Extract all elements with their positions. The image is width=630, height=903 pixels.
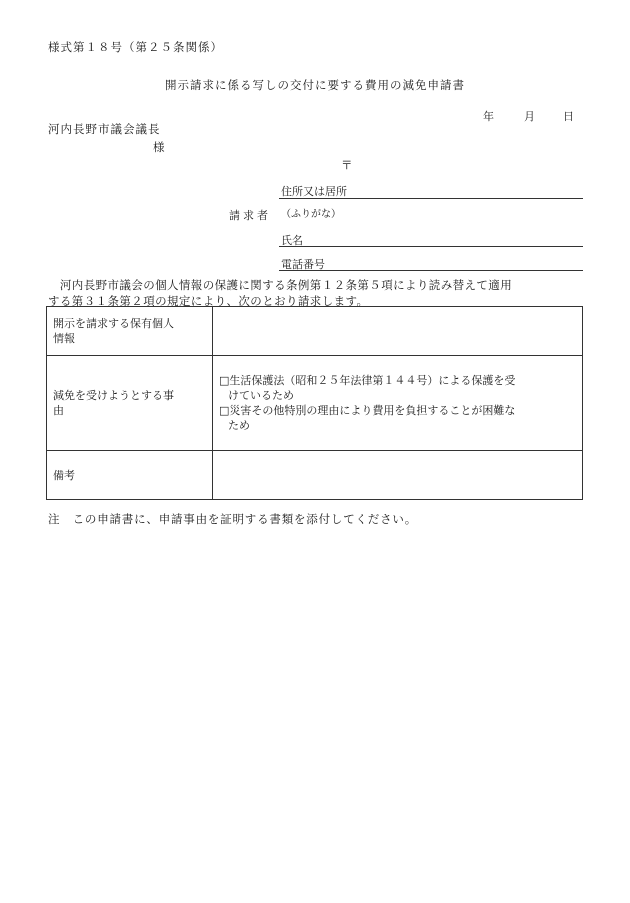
reduction-reason-label-line-2: 由 bbox=[53, 404, 64, 417]
remarks-field[interactable] bbox=[213, 451, 583, 500]
requested-info-field[interactable] bbox=[213, 307, 583, 356]
requester-label: 請求者 bbox=[229, 209, 271, 222]
request-statement bbox=[48, 277, 588, 309]
date-year-label: 年 bbox=[483, 110, 494, 123]
table-row bbox=[47, 307, 583, 356]
date-month-label: 月 bbox=[524, 110, 535, 123]
form-number: 様式第１８号（第２５条関係） bbox=[48, 40, 223, 54]
name-label: 氏名 bbox=[281, 234, 303, 247]
phone-label: 電話番号 bbox=[281, 258, 325, 271]
address-label: 住所又は居所 bbox=[281, 185, 347, 198]
requested-info-label-line-1: 開示を請求する保有個人 bbox=[53, 317, 174, 330]
reduction-reason-label bbox=[47, 356, 213, 451]
postal-mark: 〒 bbox=[341, 158, 353, 172]
table-row bbox=[47, 451, 583, 500]
phone-field[interactable] bbox=[279, 270, 583, 271]
furigana-label: （ふりがな） bbox=[281, 209, 341, 220]
disaster-option-line-2: ため bbox=[228, 419, 250, 432]
disaster-option-checkbox[interactable] bbox=[219, 403, 576, 433]
recipient-honorific: 様 bbox=[153, 140, 165, 154]
attachment-note: 注 この申請書に、申請事由を証明する書類を添付してください。 bbox=[48, 512, 417, 526]
welfare-option-line-2: けているため bbox=[228, 389, 294, 402]
request-table bbox=[46, 306, 583, 500]
requested-info-label bbox=[47, 307, 213, 356]
reduction-reason-label-line-1: 減免を受けようとする事 bbox=[53, 389, 174, 402]
name-field[interactable] bbox=[279, 246, 583, 247]
address-field[interactable] bbox=[279, 198, 583, 199]
reduction-reason-options bbox=[213, 356, 583, 451]
statement-line bbox=[48, 277, 588, 293]
date-day-label: 日 bbox=[563, 110, 574, 123]
recipient-name: 河内長野市議会議長 bbox=[48, 122, 161, 136]
statement-line-1: 河内長野市議会の個人情報の保護に関する条例第１２条第５項により読み替えて適用 bbox=[59, 278, 513, 292]
disaster-option-line-1: □災害その他特別の理由により費用を負担することが困難な bbox=[219, 404, 516, 417]
welfare-option-checkbox[interactable] bbox=[219, 373, 576, 403]
table-row bbox=[47, 356, 583, 451]
statement-line-2: する第３１条第２項の規定により、次のとおり請求します。 bbox=[48, 294, 369, 308]
remarks-label: 備考 bbox=[47, 451, 213, 500]
document-title: 開示請求に係る写しの交付に要する費用の減免申請書 bbox=[165, 78, 465, 92]
welfare-option-line-1: □生活保護法（昭和２５年法律第１４４号）による保護を受 bbox=[219, 374, 516, 387]
requested-info-label-line-2: 情報 bbox=[53, 332, 75, 345]
